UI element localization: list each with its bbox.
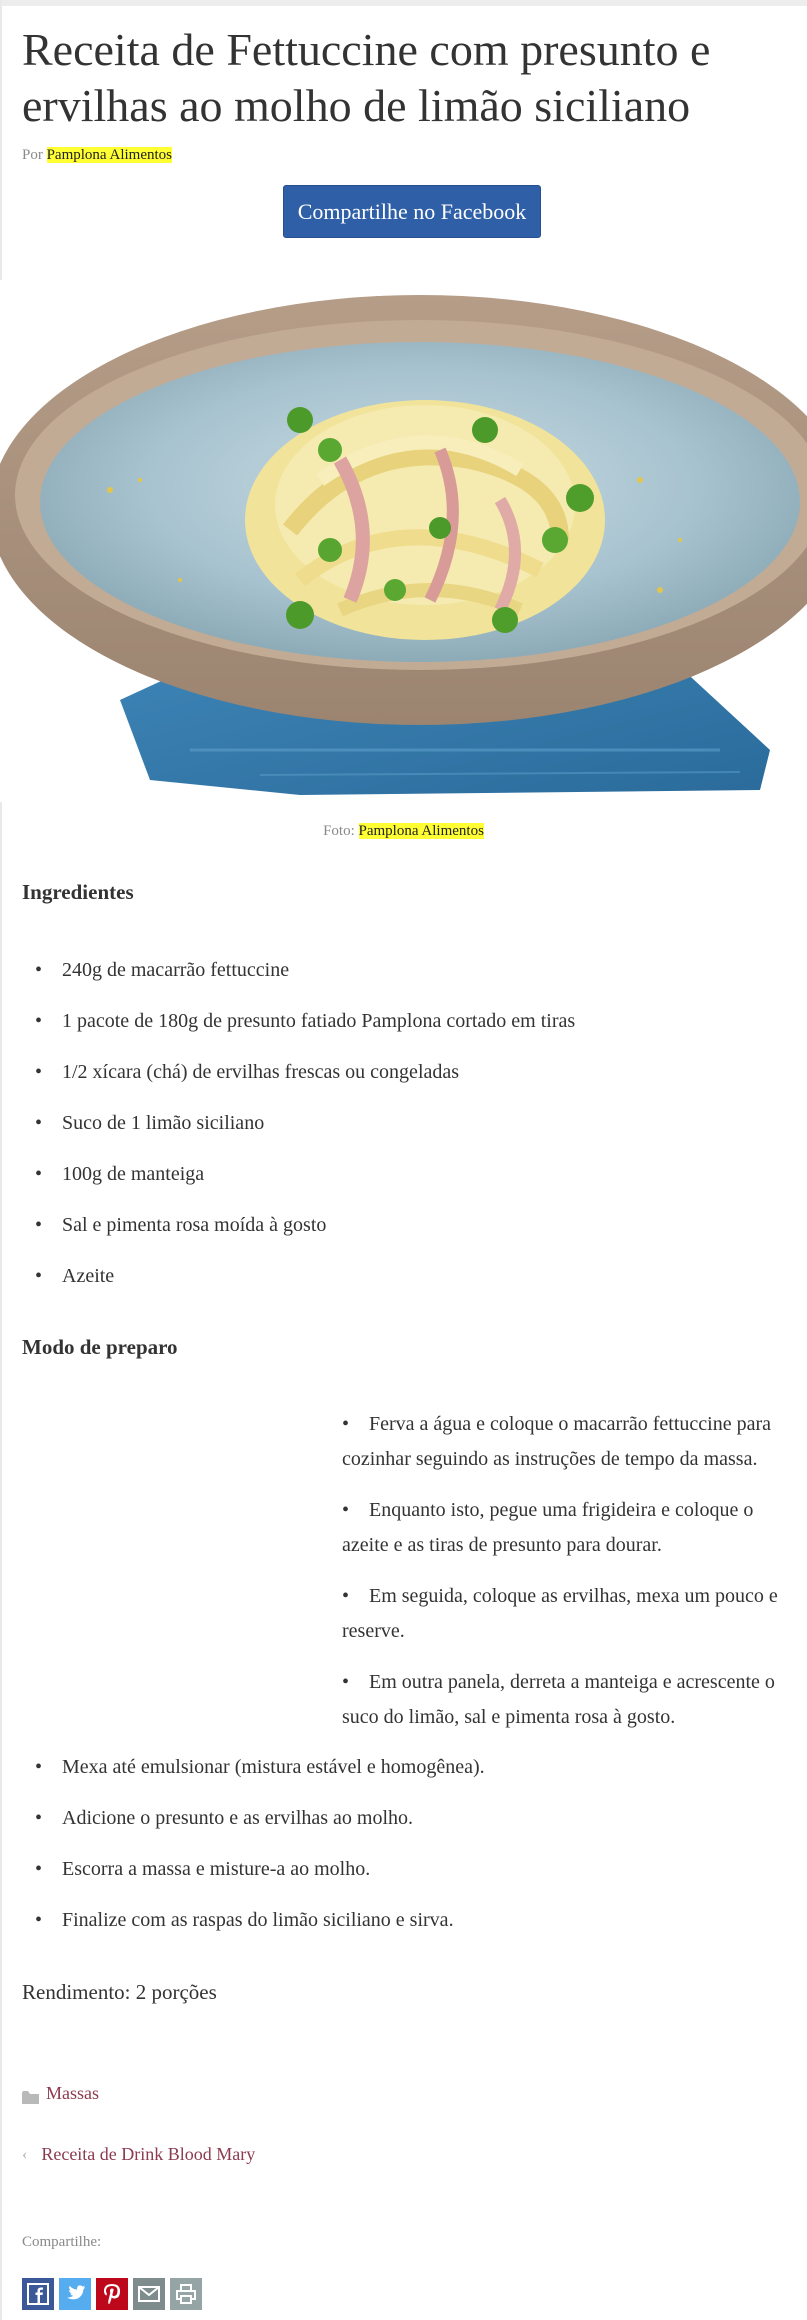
ingredients-list (62, 956, 782, 1313)
category-link[interactable]: Massas (46, 2083, 99, 2103)
pinterest-icon (103, 2283, 121, 2305)
facebook-share-icon-button[interactable] (22, 2278, 54, 2310)
preparation-steps-floated (342, 1407, 802, 1751)
page-title: Receita de Fettuccine com presunto e ervilhas ao molho de limão siciliano (22, 24, 711, 131)
ingredient-item: • 240g de macarrão fettuccine (62, 956, 782, 1007)
byline (22, 147, 172, 164)
preparation-heading: Modo de preparo (22, 1335, 178, 1359)
preparation-step: • Em outra panela, derreta a manteiga e acrescente o suco do limão, sal e pimenta rosa à gosto. (342, 1665, 802, 1735)
recipe-photo (0, 280, 807, 802)
previous-post-link[interactable]: Receita de Drink Blood Mary (41, 2144, 256, 2164)
caption-credit-link[interactable]: Pamplona Alimentos (358, 823, 484, 839)
twitter-icon (64, 2284, 86, 2304)
ingredient-item: • Sal e pimenta rosa moída à gosto (62, 1211, 782, 1262)
preparation-step: • Escorra a massa e misture-a ao molho. (62, 1855, 782, 1906)
preparation-step: • Enquanto isto, pegue uma frigideira e coloque o azeite e as tiras de presunto para dourar. (342, 1493, 802, 1563)
ingredients-heading: Ingredientes (22, 880, 134, 904)
recipe-yield: Rendimento: 2 porções (22, 1980, 217, 2004)
facebook-share-button[interactable]: Compartilhe no Facebook (283, 185, 541, 238)
pinterest-share-icon-button[interactable] (96, 2278, 128, 2310)
facebook-icon (27, 2283, 49, 2305)
folder-icon (22, 2088, 39, 2100)
ingredient-item: • 1/2 xícara (chá) de ervilhas frescas ou congeladas (62, 1058, 782, 1109)
author-link[interactable]: Pamplona Alimentos (46, 147, 173, 163)
category-meta (22, 2083, 99, 2104)
preparation-steps (62, 1753, 782, 1957)
photo-caption (0, 823, 807, 840)
caption-prefix: Foto: (323, 823, 355, 839)
print-icon (175, 2283, 197, 2305)
top-bar (0, 0, 807, 6)
email-icon (138, 2286, 160, 2302)
preparation-step: • Ferva a água e coloque o macarrão fettuccine para cozinhar seguindo as instruções de tempo da massa. (342, 1407, 802, 1477)
chevron-left-icon: ‹ (22, 2145, 28, 2163)
preparation-step: • Mexa até emulsionar (mistura estável e homogênea). (62, 1753, 782, 1804)
email-share-icon-button[interactable] (133, 2278, 165, 2310)
ingredient-item: • 100g de manteiga (62, 1160, 782, 1211)
preparation-step: • Em seguida, coloque as ervilhas, mexa um pouco e reserve. (342, 1579, 802, 1649)
ingredient-item: • Azeite (62, 1262, 782, 1313)
ingredient-item: • Suco de 1 limão siciliano (62, 1109, 782, 1160)
ingredient-item: • 1 pacote de 180g de presunto fatiado Pamplona cortado em tiras (62, 1007, 782, 1058)
print-share-icon-button[interactable] (170, 2278, 202, 2310)
preparation-step: • Adicione o presunto e as ervilhas ao molho. (62, 1804, 782, 1855)
preparation-step: • Finalize com as raspas do limão siciliano e sirva. (62, 1906, 782, 1957)
twitter-share-icon-button[interactable] (59, 2278, 91, 2310)
byline-prefix: Por (22, 147, 43, 163)
previous-post-nav (22, 2144, 255, 2165)
share-label: Compartilhe: (22, 2234, 102, 2250)
share-buttons (22, 2278, 207, 2310)
